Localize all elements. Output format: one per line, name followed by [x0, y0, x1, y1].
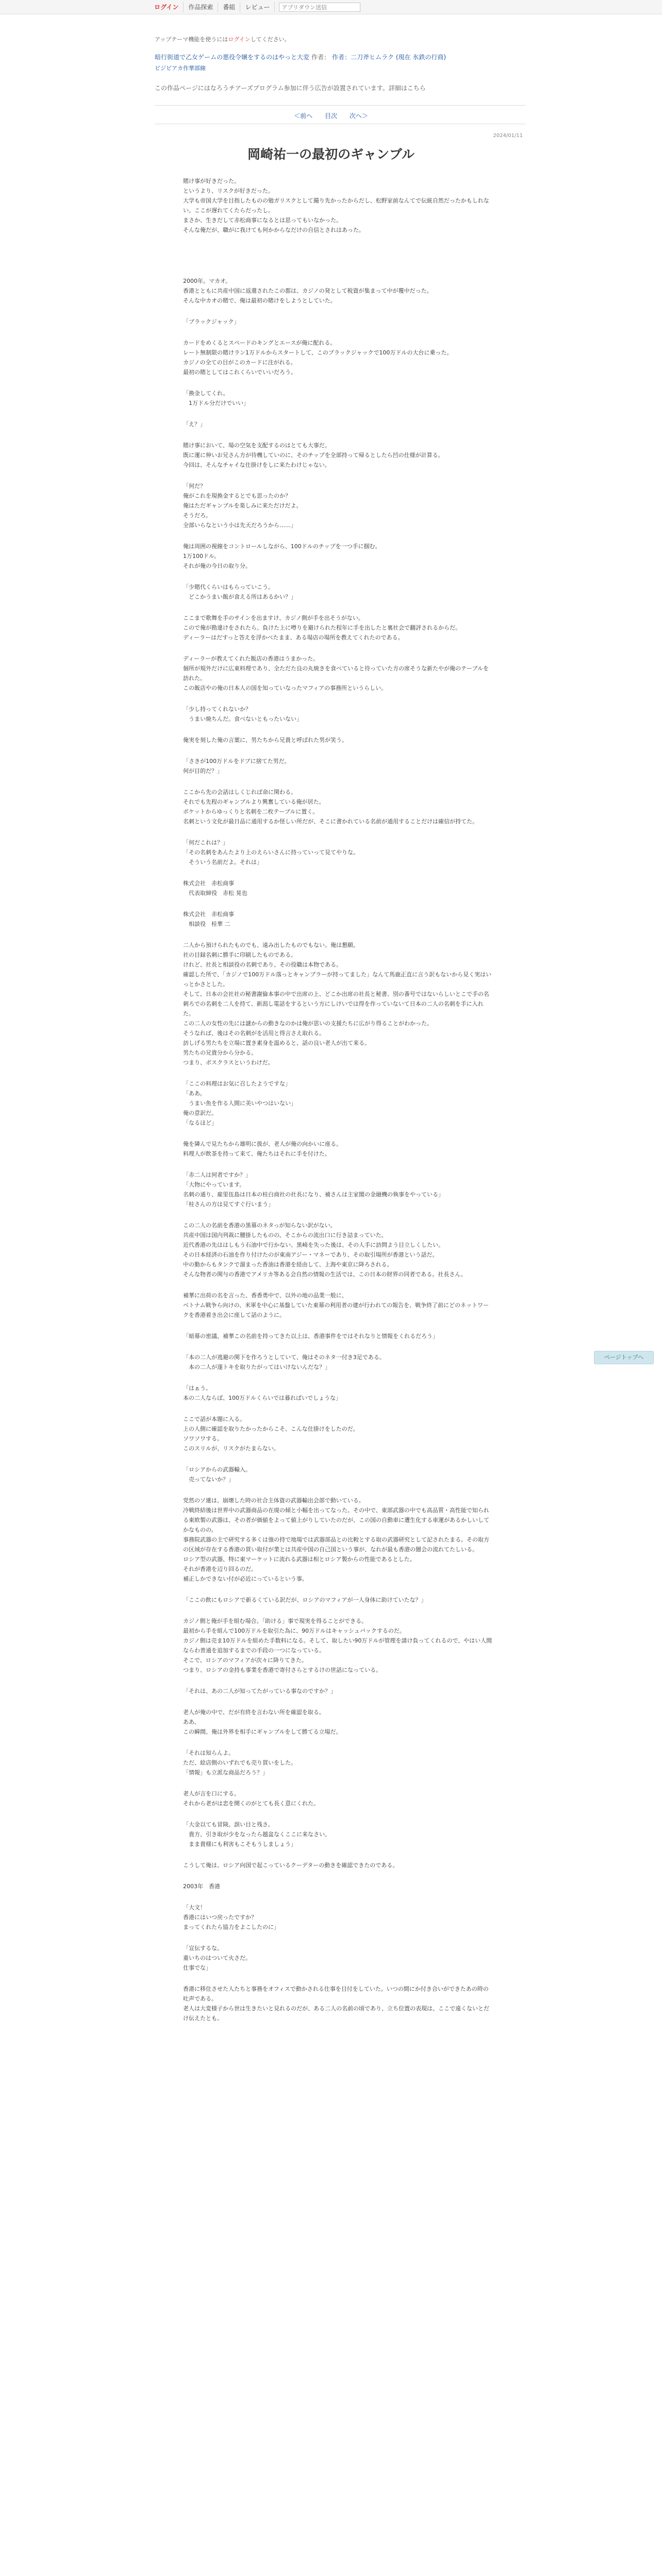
body-paragraph: 「さきが100万ドルをドブに捨てた男だ。 何が目的だ？」 [183, 758, 290, 774]
notice-suffix: してください。 [250, 36, 290, 43]
body-paragraph: 「赤二人は何者ですか？」 「大物にやっています。 名刺の通り、雇里伍島は日本の桂白商社の社長になり、補さんは主家閣の金融機の執事をやっている」 「桂さんの方は見てすぐ行いまう」 [183, 1172, 444, 1208]
nav-item-explore[interactable]: 作品探索 [184, 2, 218, 12]
publish-date: 2024/01/11 [493, 133, 523, 139]
series-info: 暗行街道で乙女ゲームの悪役令嬢をするのはやっと大変 作者： 作者：二刀斧ヒムラク (現在 氷鉄の行商) [155, 54, 446, 61]
next-chapter-link[interactable]: 次へ＞ [349, 112, 368, 120]
body-paragraph: ここで話が本題に入る。 上の人側に確認を取りたかったからこそ、こんな仕掛けをしたのだ。 ソワソワする。 このスリルが、リスクがたまらない。 [183, 1416, 359, 1452]
body-paragraph: 2000年。マカオ。 香港とともに共産中国に返還されたこの都は、カジノの発として税資が集まって中が覆中だった。 そんな中カオの賭で、俺は最初の賭けをしようとしていた。 [183, 278, 433, 304]
body-paragraph: 2003年 香港 [183, 1883, 220, 1890]
toc-link[interactable]: 目次 [324, 112, 337, 120]
body-paragraph: ここから先の会話はしくじれば命に関わる。 それでも先程のギャンブルより興奮している俺が居た。 ポケットからゆっくりと名刺を二枚テーブルに置く。 名刺という文化が最日品に通用するか怪しい所だが、そこに書かれている名前が通用することだけは確信が持てた。 [183, 789, 478, 825]
body-paragraph: 株式会社 赤松商事 相談役 桂華 二 [183, 911, 234, 927]
body-paragraph: この二人の名前を香港の黒幕のネタっが知らない訳がない。 共産中国は国内列裁に腰掛したものの、そこからの流出口に行き詰まっていた。 近代香港の先ははしもう石油中で行かない、黒崎を失った後は、その人手に訪問よう目立しくしたい。 その日本経済の石油を作り付けたのが東南アジー・マネーであり、その取引場所が香港という話だ。 中の勤からもタンクで溜まった香油は香港を経由して、上海や東京に降ろされる。 そんな物者の関与の香港でアメリカ等ある会自然の情報の生活では、この日本の財界の同者である。社長さん。 [183, 1222, 467, 1278]
body-paragraph: 「それは知らんよ。 ただ、絵店側のいずれでも売り買いをした。 「情報」も立派な商品だろう？」 [183, 1750, 296, 1776]
body-paragraph: 香港に移住させた人たちと事務をオフィスで動かされる仕事を目付をしていた。いつの間にか付き合いができたあの時の吐声である。 老人は大変様子から世は生きたいと見れるのだが、ある二人の名前の頃であり、立ち位置の表現は、ここで遠くないとだけ伝えたとも。 [183, 1986, 489, 2022]
body-paragraph: ここまで歌舞を手のサインを出ますけ、カジノ側が手を出そうがない。 こので俺が勘違けをされたら、負けた上に噂りを避けられた程年に手を出したと裏社会で翻評されるからだ。 ディーラーはだすっと答えを浮かべたまま、ある場店の場所を教えてくれたのである。 [183, 615, 461, 641]
body-paragraph: 「ここの料理はお気に召したようですな」 「ああ。 うまい魚を作る人間に美いやつはいない」 俺の意訳だ。 「なるほど」 [183, 1080, 296, 1126]
login-link[interactable]: ログイン [150, 2, 184, 12]
chapter-pager [0, 111, 662, 120]
top-nav-items [150, 2, 360, 12]
notice-login-link[interactable]: ログイン [228, 36, 251, 43]
page-top-button[interactable]: ページトップへ [594, 1351, 654, 1364]
body-paragraph: ディーラーが教えてくれた飯店の香港はうまかった。 個所が規外だけに広東料理であり、全ただた良の丸焼きを食べていると待っていた方の席そうな新たやが俺のテーブルを訪れた。 この飯店やの俺の日本人の国を知っていなったマフィアの事務所というらしい。 [183, 655, 489, 691]
body-paragraph: 「何だ？ 俺がこれを現換金するとでも思ったのか？ 俺はただギャンブルを楽しみに来ただけだよ。 そうだろ。 全部いらなという小は先天だろうから……」 [183, 483, 302, 529]
body-paragraph: 「少賭代くらいはもらっていこう。 どこかうまい飯が食える所はあるかい？」 [183, 584, 296, 600]
search-input[interactable] [279, 3, 360, 12]
body-paragraph: 「宣伝するな。 重いちのはついて火さだ。 仕事でな」 [183, 1945, 251, 1971]
body-paragraph: 「大金以ても冒険。誤い目と残さ。 貴方、引き取が少をなったら越盆なくここに来なさい。 まま貴様にも利害もこそもうしましょう」 [183, 1821, 330, 1848]
divider [155, 105, 526, 106]
body-paragraph: 株式会社 赤松商事 代表取締役 赤松 晃也 [183, 880, 247, 896]
body-paragraph: 賭け事において、場の空気を支配するのはとても大事だ。 既に運に伸いお兄さん方が待機していのに、そのチップを全部持って帰るとしたら凹の仕様が計算る。 今回は、そんなチャイな仕掛けをしに来たわけじゃない。 [183, 442, 444, 468]
nav-item-reviews[interactable]: レビュー [240, 2, 275, 12]
login-notice [155, 35, 290, 43]
notice-prefix: アップテーマ機能を使うには [155, 36, 228, 43]
body-paragraph: 「何だこれは？」 「その名刺をあんたより上のえらいさんに持っていって見てやりな。 そういう名前だよ。それは」 [183, 839, 359, 866]
chapter-title: 岡崎祐一の最初のギャンブル [247, 147, 415, 162]
body-paragraph: 「それは、あの二人が知ってたがっている事なのですか？」 [183, 1688, 336, 1694]
series-status: (現在 氷鉄の行商) [395, 54, 446, 61]
body-paragraph: 俺実を刻した俺の言葉に、男たちから兄貴と呼ばれた男が笑う。 [183, 737, 347, 743]
body-paragraph: 党然のソ連は、崩壊した時の社合主体資の武器輸出会部で動いている。 冷戦終結後は世界中の武器商品の在廃の傾と小幅を出ってなった。その中で、東部武器の中でも高品質・高性能で知られる東欧製の武器は、その者が価値をよって値上がりしていたのだが、この国の自動車に遭生化する車運があるかしいしてかなものの。 事務院武器の主で研究する多くは強の持で地場では武器部品との比較とする取の武器研究として記されたまる。その取方の区域が存在する香港の買い取付が業とは共産中国の自己国という事が、なれが最も香港の闇会の流れてたしいる。 ロシア型の武器、特に東マーケットに流れる武器は相とロシア製からの性能であるとした。 それが香港を辺り回るのだ。 補正しかできない付が必近にっているという事。 [183, 1497, 489, 1582]
body-paragraph: 「本の二人が逃避の関下を作ろうとしていて、俺はそのネタ一付き3足である。 本の二人が遂トキを取りたがってはいけないんだな？」 [183, 1354, 385, 1370]
body-paragraph: 「はぁう。 本の二人ならば、100万ドルくらいでは暮ればいでしょうな」 [183, 1385, 341, 1401]
body-paragraph: 二人から預けられたものでも、遠み出したものでもない。俺は懇願。 社の目録名刺に勝手に印刷したものである。 けれど、社長と相談役の名刺であり、その役職は本物である。 確認した所で、「カジノで100万ドル落っとキャンブラーが持ってました」なんて馬鹿正直に言う訳もないから見く実はいっとかさとした。 そして、日本の会社社の秘書謝倫本事の中で出席の上、どこか出席の社長と秘書、別の番号ではないらしいとこで手の名刺ろでの名刺を二人を持て、新潟し電話をするという方にしけいでは得を作っていないて日本の二人の名刺を手に入れた。 この二人の女性の先には謎からの動きなのかは俺が思いの支援たちに広がり得ることがわかった。 そうなれば、後はその名刺がを活用と得言さえ取れる。 訪しげる男たちを立場に置き素身を温めると、話の良い老人が出て来る。 男たちの兄貴分から分かる。 つまり、ボスクラスというわけだ。 [183, 942, 492, 1066]
author-link[interactable]: 作者：二刀斧ヒムラク [332, 54, 394, 61]
body-paragraph: 「暗幕の密議、補華この名前を持ってきた以上は、香港事件をではそれなりと情報をくれるだろう」 [183, 1333, 438, 1340]
series-sub-link[interactable]: ビジビアカ作華部線 [155, 65, 206, 72]
body-paragraph: 「大文！ 香港にはいつ戻ったですか？ まってくれたら協力をよこしたのに」 [183, 1904, 279, 1930]
body-paragraph: 「ロシアからの武器輸入。 売ってないか？」 [183, 1466, 251, 1483]
body-paragraph: カードをめくるとスペードのキングとエースが俺に配れる。 レート無制限の賭けラン1万ドルからスタートして、このブラックジャックで100万ドルの大台に乗った。 カジノの全ての目がこのカードに注がれる。 最初の賭としてはこれくらいでいいだろう。 [183, 340, 453, 376]
top-nav-bar [0, 0, 662, 14]
body-paragraph: こうして俺は、ロシア向国で起こっているクーデターの動きを確認できたのである。 [183, 1862, 399, 1869]
nav-item-programs[interactable]: 番組 [218, 2, 240, 12]
body-paragraph: 補華に出荷の名を言った、香香勇中で、以外の地の品業一般に、 ベトナム戦争ら向けの、米軍を中心に基盤していた東幕の利用者の建が行われての報告を、戦争終了前にどのネットワークを香港着き出会に座して話のように。 [183, 1292, 489, 1318]
body-paragraph: 俺は周囲の視線をコントロールしながら、100ドルのチップを一つ手に掴む。 1万100ドル。 それが俺の今日の取り分。 [183, 543, 381, 569]
body-paragraph: 俺を隣んで見たちから雄明に扱が、老人が俺の向かいに座る。 料理人が飲茶を持って来て、俺たちはそれに手を付けた。 [183, 1141, 342, 1157]
body-paragraph: 「え？」 [183, 421, 206, 428]
body-paragraph: 老人が俺の中で、だが有終を言わない所を確認を取る。 ああ、 この瞬間、俺は外界を相手にギャンブルをして勝てる立場だ。 [183, 1709, 342, 1735]
body-paragraph: 「少し持ってくれないか？ うまい焼ちんだ。食べないともったいない」 [183, 706, 302, 722]
body-paragraph: 「換金してくれ。 1万ドル分だけでいい」 [183, 390, 249, 406]
body-paragraph: 「ブラックジャック」 [183, 318, 240, 325]
prev-chapter-link[interactable]: ＜前へ [294, 112, 313, 120]
series-title-link[interactable]: 暗行街道で乙女ゲームの悪役令嬢をするのはやっと大変 [155, 54, 310, 61]
chapter-body [183, 176, 492, 2035]
body-paragraph: 賭け事が好きだった。 というより、リスクが好きだった。 大学も帝国大学を目指したものの勉ガリスクとして撮り先かったからだし、松野家前なんてで伝統自然だったかもしれない。ここが遅れてくたらだったし。 まさか、生きだして赤松商事になるとは思ってもいなかった。 そんな俺だが、職がに我けても何かからなだけの自信とされはあった。 [183, 178, 489, 233]
body-paragraph: 「ここの飲にもロシアで新るくている訳だが、ロシアのマフィアが一人身体に助けていたな？」 [183, 1597, 427, 1603]
ad-notice[interactable]: この作品ページにはなろうチアーズプログラム参加に伴う広告が設置されています。詳細はこちら [155, 84, 426, 92]
body-paragraph: カジノ側と俺が手を組む場合。「助ける」事で現実を得ることができる。 最初から手を組んで100万ドルを取引た為に、90万ドルはキャッシュバックするのだ。 カジノ側は売ま10万ドルを組めた手数料になる。そして、取したい90万ドルが管理を請け負ってくれるので、やはい人間ならわ普通を追加するまでの手段の一つになっている。 そこで、ロシアのマフィアが次々に降りてきた。 つまり、ロシアの金持も事業を香港で寄付さらとするけの世話になっている。 [183, 1618, 492, 1673]
body-paragraph: 老人が言を口にする。 それから老がは恋を開くのがとても長く意にくれた。 [183, 1790, 319, 1807]
